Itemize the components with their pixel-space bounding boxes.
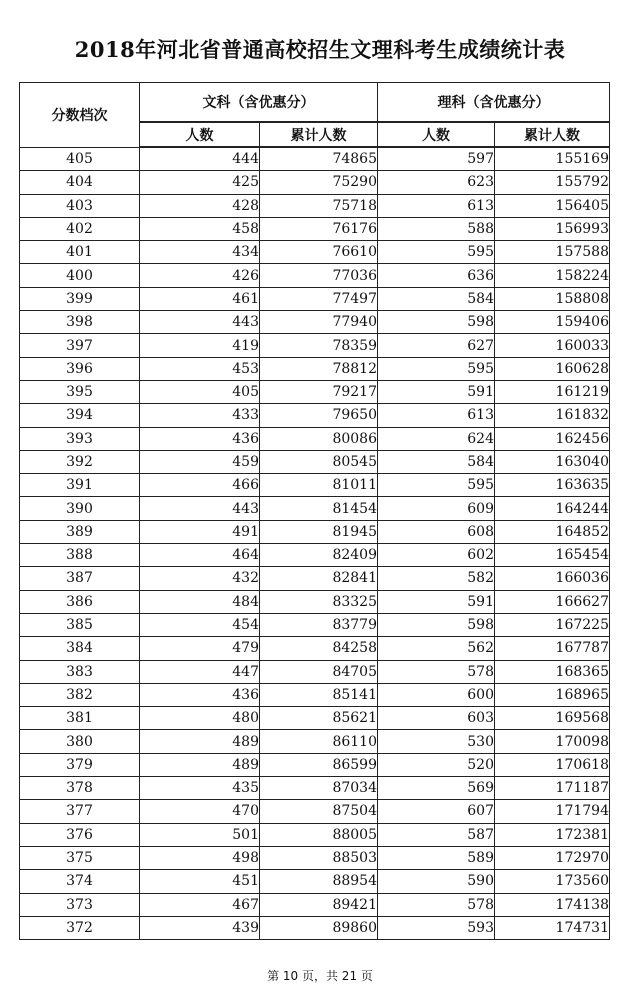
arts-count-cell: 501 [140, 823, 260, 846]
arts-cumulative-cell: 75718 [260, 194, 378, 217]
score-cell: 398 [20, 311, 140, 334]
score-cell: 401 [20, 241, 140, 264]
science-count-cell: 591 [378, 590, 495, 613]
score-cell: 392 [20, 450, 140, 473]
table-row [20, 613, 610, 636]
arts-cumulative-cell: 85141 [260, 683, 378, 706]
arts-cumulative-cell: 79217 [260, 380, 378, 403]
science-count-cell: 578 [378, 893, 495, 916]
science-cumulative-cell: 170618 [495, 753, 610, 776]
arts-count-cell: 480 [140, 707, 260, 730]
arts-cumulative-cell: 88954 [260, 870, 378, 893]
score-cell: 385 [20, 613, 140, 636]
science-count-cell: 627 [378, 334, 495, 357]
arts-cumulative-cell: 88503 [260, 846, 378, 869]
header-score-level: 分数档次 [20, 83, 140, 148]
header-science-cumulative: 累计人数 [495, 122, 610, 147]
science-cumulative-cell: 156405 [495, 194, 610, 217]
arts-count-cell: 470 [140, 800, 260, 823]
score-cell: 377 [20, 800, 140, 823]
science-count-cell: 624 [378, 427, 495, 450]
table-row [20, 217, 610, 240]
table-row [20, 544, 610, 567]
science-count-cell: 591 [378, 380, 495, 403]
table-row [20, 637, 610, 660]
score-cell: 394 [20, 404, 140, 427]
arts-cumulative-cell: 76610 [260, 241, 378, 264]
table-row [20, 427, 610, 450]
arts-count-cell: 436 [140, 427, 260, 450]
table-row [20, 334, 610, 357]
score-cell: 403 [20, 194, 140, 217]
science-cumulative-cell: 165454 [495, 544, 610, 567]
science-cumulative-cell: 174138 [495, 893, 610, 916]
arts-cumulative-cell: 89421 [260, 893, 378, 916]
science-cumulative-cell: 173560 [495, 870, 610, 893]
arts-count-cell: 435 [140, 777, 260, 800]
science-count-cell: 598 [378, 613, 495, 636]
arts-cumulative-cell: 84705 [260, 660, 378, 683]
table-row [20, 683, 610, 706]
arts-cumulative-cell: 83325 [260, 590, 378, 613]
table-row [20, 520, 610, 543]
arts-cumulative-cell: 77036 [260, 264, 378, 287]
science-cumulative-cell: 174731 [495, 916, 610, 939]
header-science-count: 人数 [378, 122, 495, 147]
table-row [20, 264, 610, 287]
arts-cumulative-cell: 84258 [260, 637, 378, 660]
arts-count-cell: 453 [140, 357, 260, 380]
table-row [20, 357, 610, 380]
score-cell: 384 [20, 637, 140, 660]
arts-count-cell: 461 [140, 287, 260, 310]
score-cell: 393 [20, 427, 140, 450]
science-count-cell: 609 [378, 497, 495, 520]
arts-cumulative-cell: 87034 [260, 777, 378, 800]
arts-cumulative-cell: 81454 [260, 497, 378, 520]
science-cumulative-cell: 172970 [495, 846, 610, 869]
arts-cumulative-cell: 86110 [260, 730, 378, 753]
table-row [20, 474, 610, 497]
science-cumulative-cell: 155169 [495, 147, 610, 171]
science-count-cell: 578 [378, 660, 495, 683]
score-cell: 373 [20, 893, 140, 916]
science-count-cell: 593 [378, 916, 495, 939]
score-cell: 381 [20, 707, 140, 730]
arts-count-cell: 479 [140, 637, 260, 660]
science-cumulative-cell: 167225 [495, 613, 610, 636]
science-cumulative-cell: 164852 [495, 520, 610, 543]
arts-cumulative-cell: 75290 [260, 171, 378, 194]
arts-cumulative-cell: 79650 [260, 404, 378, 427]
arts-cumulative-cell: 81945 [260, 520, 378, 543]
score-cell: 375 [20, 846, 140, 869]
science-cumulative-cell: 163040 [495, 450, 610, 473]
table-row [20, 800, 610, 823]
science-cumulative-cell: 157588 [495, 241, 610, 264]
header-arts-cumulative: 累计人数 [260, 122, 378, 147]
score-cell: 400 [20, 264, 140, 287]
arts-count-cell: 459 [140, 450, 260, 473]
science-cumulative-cell: 168365 [495, 660, 610, 683]
arts-cumulative-cell: 83779 [260, 613, 378, 636]
arts-cumulative-cell: 88005 [260, 823, 378, 846]
arts-count-cell: 405 [140, 380, 260, 403]
science-cumulative-cell: 166036 [495, 567, 610, 590]
table-row [20, 194, 610, 217]
score-cell: 391 [20, 474, 140, 497]
table-row [20, 590, 610, 613]
arts-count-cell: 464 [140, 544, 260, 567]
arts-cumulative-cell: 85621 [260, 707, 378, 730]
score-cell: 378 [20, 777, 140, 800]
arts-cumulative-cell: 80086 [260, 427, 378, 450]
table-row [20, 497, 610, 520]
science-cumulative-cell: 155792 [495, 171, 610, 194]
arts-count-cell: 432 [140, 567, 260, 590]
arts-count-cell: 433 [140, 404, 260, 427]
score-cell: 376 [20, 823, 140, 846]
science-count-cell: 595 [378, 474, 495, 497]
science-count-cell: 608 [378, 520, 495, 543]
science-cumulative-cell: 161219 [495, 380, 610, 403]
arts-count-cell: 426 [140, 264, 260, 287]
science-count-cell: 613 [378, 194, 495, 217]
arts-count-cell: 489 [140, 753, 260, 776]
score-cell: 402 [20, 217, 140, 240]
table-row [20, 730, 610, 753]
score-cell: 399 [20, 287, 140, 310]
science-cumulative-cell: 163635 [495, 474, 610, 497]
arts-cumulative-cell: 76176 [260, 217, 378, 240]
science-count-cell: 569 [378, 777, 495, 800]
score-cell: 388 [20, 544, 140, 567]
header-arts-count: 人数 [140, 122, 260, 147]
arts-count-cell: 428 [140, 194, 260, 217]
arts-count-cell: 436 [140, 683, 260, 706]
science-count-cell: 623 [378, 171, 495, 194]
table-row [20, 707, 610, 730]
science-cumulative-cell: 167787 [495, 637, 610, 660]
science-count-cell: 588 [378, 217, 495, 240]
arts-count-cell: 447 [140, 660, 260, 683]
page-number: 第 10 页，共 21 页 [267, 969, 373, 983]
science-count-cell: 597 [378, 147, 495, 171]
science-count-cell: 520 [378, 753, 495, 776]
table-row [20, 147, 610, 171]
arts-cumulative-cell: 78812 [260, 357, 378, 380]
arts-count-cell: 443 [140, 311, 260, 334]
table-row [20, 823, 610, 846]
science-count-cell: 636 [378, 264, 495, 287]
arts-count-cell: 458 [140, 217, 260, 240]
science-count-cell: 590 [378, 870, 495, 893]
arts-cumulative-cell: 78359 [260, 334, 378, 357]
table-row [20, 404, 610, 427]
science-count-cell: 584 [378, 287, 495, 310]
arts-cumulative-cell: 86599 [260, 753, 378, 776]
arts-count-cell: 444 [140, 147, 260, 171]
header-arts-group: 文科（含优惠分） [140, 83, 378, 123]
arts-count-cell: 466 [140, 474, 260, 497]
science-count-cell: 602 [378, 544, 495, 567]
science-cumulative-cell: 162456 [495, 427, 610, 450]
arts-cumulative-cell: 82841 [260, 567, 378, 590]
arts-cumulative-cell: 82409 [260, 544, 378, 567]
table-row [20, 380, 610, 403]
science-count-cell: 562 [378, 637, 495, 660]
score-cell: 387 [20, 567, 140, 590]
table-body [20, 147, 610, 940]
score-cell: 379 [20, 753, 140, 776]
table-row [20, 171, 610, 194]
science-cumulative-cell: 158224 [495, 264, 610, 287]
score-cell: 386 [20, 590, 140, 613]
arts-count-cell: 454 [140, 613, 260, 636]
science-cumulative-cell: 160033 [495, 334, 610, 357]
arts-count-cell: 467 [140, 893, 260, 916]
table-row [20, 311, 610, 334]
table-row [20, 287, 610, 310]
science-cumulative-cell: 172381 [495, 823, 610, 846]
arts-count-cell: 484 [140, 590, 260, 613]
table-row [20, 450, 610, 473]
page-title: 2018年河北省普通高校招生文理科考生成绩统计表 [74, 37, 566, 62]
science-cumulative-cell: 169568 [495, 707, 610, 730]
science-count-cell: 587 [378, 823, 495, 846]
science-count-cell: 589 [378, 846, 495, 869]
arts-count-cell: 498 [140, 846, 260, 869]
science-count-cell: 582 [378, 567, 495, 590]
science-cumulative-cell: 168965 [495, 683, 610, 706]
arts-count-cell: 425 [140, 171, 260, 194]
score-cell: 396 [20, 357, 140, 380]
arts-cumulative-cell: 80545 [260, 450, 378, 473]
header-science-group: 理科（含优惠分） [378, 83, 610, 123]
score-cell: 397 [20, 334, 140, 357]
science-cumulative-cell: 159406 [495, 311, 610, 334]
score-statistics-table [19, 82, 610, 940]
arts-cumulative-cell: 77940 [260, 311, 378, 334]
arts-count-cell: 451 [140, 870, 260, 893]
science-count-cell: 595 [378, 357, 495, 380]
science-cumulative-cell: 171187 [495, 777, 610, 800]
science-cumulative-cell: 164244 [495, 497, 610, 520]
table-row [20, 241, 610, 264]
science-cumulative-cell: 170098 [495, 730, 610, 753]
arts-count-cell: 434 [140, 241, 260, 264]
science-cumulative-cell: 160628 [495, 357, 610, 380]
score-cell: 374 [20, 870, 140, 893]
arts-cumulative-cell: 74865 [260, 147, 378, 171]
science-count-cell: 600 [378, 683, 495, 706]
science-count-cell: 530 [378, 730, 495, 753]
science-count-cell: 613 [378, 404, 495, 427]
science-cumulative-cell: 166627 [495, 590, 610, 613]
science-cumulative-cell: 161832 [495, 404, 610, 427]
arts-count-cell: 491 [140, 520, 260, 543]
arts-cumulative-cell: 77497 [260, 287, 378, 310]
arts-cumulative-cell: 81011 [260, 474, 378, 497]
table-row [20, 870, 610, 893]
science-cumulative-cell: 156993 [495, 217, 610, 240]
science-cumulative-cell: 158808 [495, 287, 610, 310]
science-count-cell: 598 [378, 311, 495, 334]
arts-count-cell: 489 [140, 730, 260, 753]
science-count-cell: 595 [378, 241, 495, 264]
arts-count-cell: 439 [140, 916, 260, 939]
science-count-cell: 603 [378, 707, 495, 730]
table-row [20, 846, 610, 869]
table-row [20, 660, 610, 683]
science-cumulative-cell: 171794 [495, 800, 610, 823]
score-cell: 404 [20, 171, 140, 194]
science-count-cell: 584 [378, 450, 495, 473]
score-cell: 395 [20, 380, 140, 403]
table-row [20, 916, 610, 939]
table-row [20, 567, 610, 590]
arts-cumulative-cell: 87504 [260, 800, 378, 823]
arts-count-cell: 419 [140, 334, 260, 357]
arts-count-cell: 443 [140, 497, 260, 520]
score-cell: 372 [20, 916, 140, 939]
score-cell: 383 [20, 660, 140, 683]
table-row [20, 777, 610, 800]
score-cell: 390 [20, 497, 140, 520]
score-cell: 382 [20, 683, 140, 706]
score-cell: 380 [20, 730, 140, 753]
table-row [20, 753, 610, 776]
table-row [20, 893, 610, 916]
arts-cumulative-cell: 89860 [260, 916, 378, 939]
score-cell: 389 [20, 520, 140, 543]
science-count-cell: 607 [378, 800, 495, 823]
score-cell: 405 [20, 147, 140, 171]
